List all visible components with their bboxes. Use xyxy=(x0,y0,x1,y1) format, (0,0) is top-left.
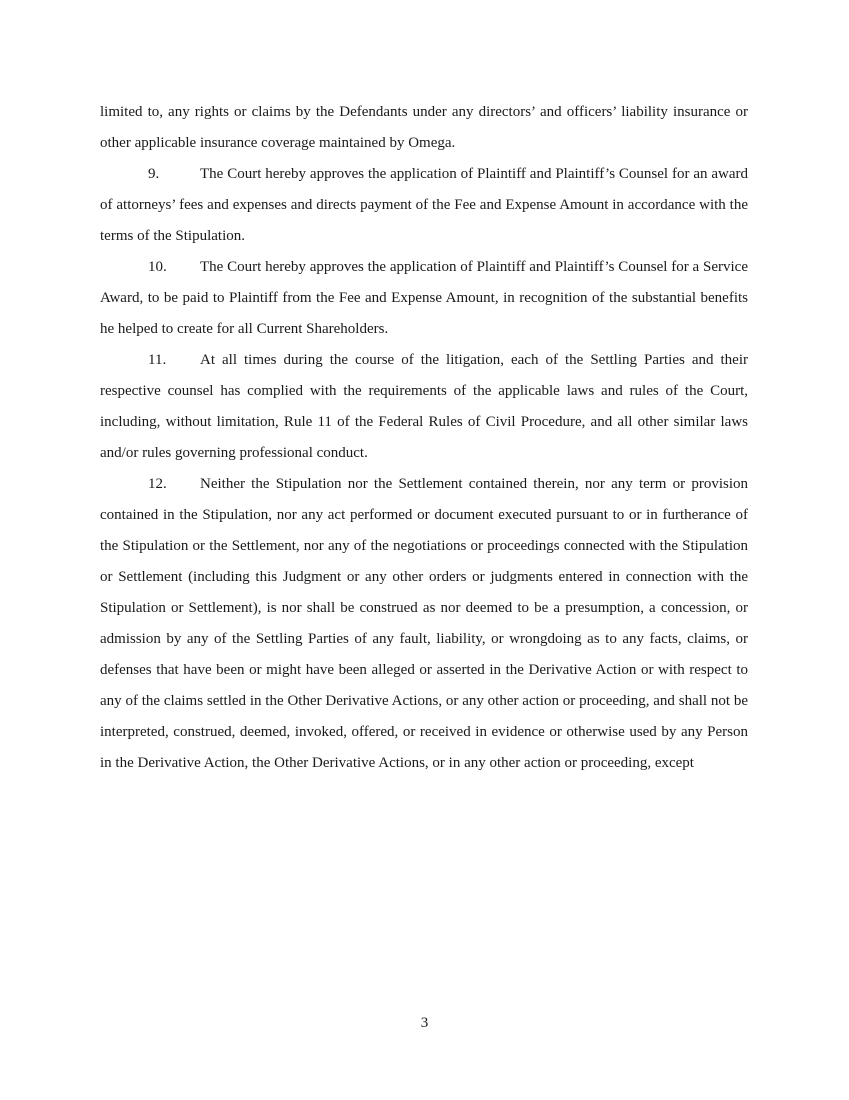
document-body xyxy=(100,97,748,779)
paragraph-text: At all times during the course of the litigation, each of the Settling Parties and their respective counsel has complied with the requirements of the applicable laws and rules of the Court, including, without limitation, Rule 11 of the Federal Rules of Civil Procedure, and all other similar laws and/or rules governing professional conduct. xyxy=(100,352,748,461)
paragraph-number: 11. xyxy=(148,352,167,368)
paragraph-text: limited to, any rights or claims by the Defendants under any directors’ and officers’ liability insurance or other applicable insurance coverage maintained by Omega. xyxy=(100,104,748,151)
paragraph-number: 9. xyxy=(148,166,160,182)
paragraph-text: The Court hereby approves the application of Plaintiff and Plaintiff’s Counsel for an award of attorneys’ fees and expenses and directs payment of the Fee and Expense Amount in accordance with the terms of the Stipulation. xyxy=(100,166,748,244)
paragraph-number: 12. xyxy=(148,476,167,492)
paragraph-number: 10. xyxy=(148,259,167,275)
paragraph-text: Neither the Stipulation nor the Settlement contained therein, nor any term or provision contained in the Stipulation, nor any act performed or document executed pursuant to or in furtherance of the Stipulation or the Settlement, nor any of the negotiations or proceedings connected with the Stipulation or Settlement (including this Judgment or any other orders or judgments entered in connection with the Stipulation or Settlement), is nor shall be construed as nor deemed to be a presumption, a concession, or admission by any of the Settling Parties of any fault, liability, or wrongdoing as to any facts, claims, or defenses that have been or might have been alleged or asserted in the Derivative Action or with respect to any of the claims settled in the Other Derivative Actions, or any other action or proceeding, and shall not be interpreted, construed, deemed, invoked, offered, or received in evidence or otherwise used by any Person in the Derivative Action, the Other Derivative Actions, or in any other action or proceeding, except xyxy=(100,476,748,771)
paragraph-9 xyxy=(100,159,748,252)
page-number: 3 xyxy=(420,1015,429,1031)
paragraph-11 xyxy=(100,345,748,469)
paragraph-12 xyxy=(100,469,748,779)
paragraph-continued xyxy=(100,97,748,159)
paragraph-text: The Court hereby approves the application of Plaintiff and Plaintiff’s Counsel for a Service Award, to be paid to Plaintiff from the Fee and Expense Amount, in recognition of the substantial benefits he helped to create for all Current Shareholders. xyxy=(100,259,748,337)
paragraph-10 xyxy=(100,252,748,345)
